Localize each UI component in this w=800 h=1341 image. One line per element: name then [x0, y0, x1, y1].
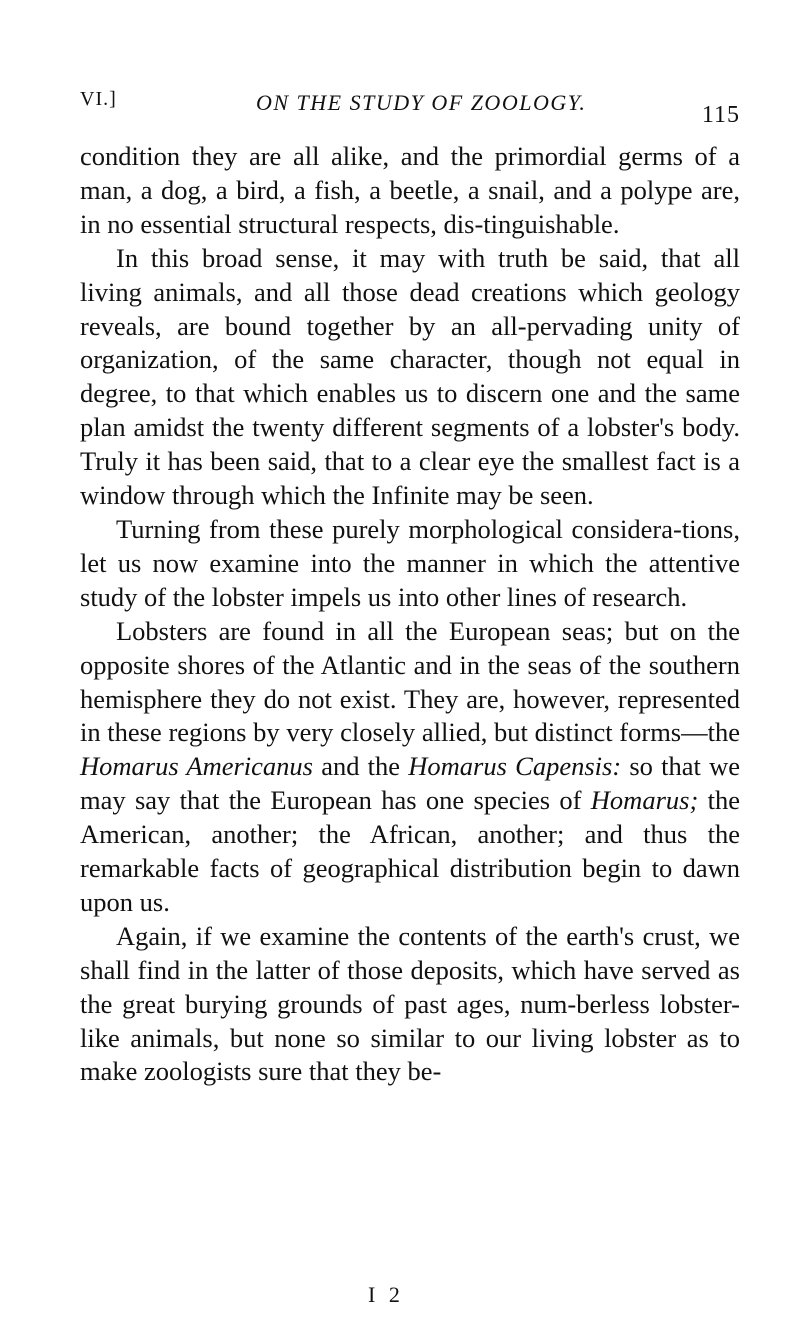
paragraph-unity-of-organization: In this broad sense, it may with truth be said, that all living animals, and all those dead creations which geology reveals, are bound together by an all-pervading unity of organization, of the same character, though not equal in degree, to that which enables us to discern one and the same plan amidst the twenty different segments of a lobster's body. Truly it has been said, that to a clear eye the smallest fact is a window through which the Infinite may be seen. — [80, 242, 740, 511]
genus-name: Homarus; — [590, 785, 699, 816]
signature-mark: I 2 — [368, 1282, 404, 1307]
body-text — [80, 140, 740, 1089]
section-marker: VI.] — [80, 88, 117, 110]
paragraph-geographical-distribution — [80, 615, 740, 920]
species-name: Homarus Capensis: — [408, 751, 622, 782]
running-title: ON THE STUDY OF ZOOLOGY. — [256, 90, 587, 115]
text-run: the American, another; the African, another; and thus the remarkable facts of geographical distribution begin to dawn upon us. — [80, 785, 740, 917]
text-run: so that we may say that the European has one species of — [80, 751, 741, 816]
paragraph-continued: condition they are all alike, and the primordial germs of a man, a dog, a bird, a fish, a beetle, a snail, and a polype are, in no essential structural respects, dis-tinguishable. — [80, 141, 740, 239]
page-number: 115 — [701, 102, 740, 128]
running-head — [80, 88, 740, 128]
species-name: Homarus Americanus — [80, 751, 313, 782]
text-run: Lobsters are found in all the European seas; but on the opposite shores of the Atlantic and in the seas of the southern hemisphere they do not exist. They are, however, represented in these regions by very closely allied, but distinct forms—the — [80, 615, 740, 748]
text-run: and the — [312, 751, 409, 782]
paragraph-lines-of-research: Turning from these purely morphological considera-tions, let us now examine into the manner in which the attentive study of the lobster impels us into other lines of research. — [80, 513, 740, 612]
paragraph-earths-crust: Again, if we examine the contents of the earth's crust, we shall find in the latter of those deposits, which have served as the great burying grounds of past ages, num-berless lobster-like animals, but none so similar to our living lobster as to make zoologists sure that they be- — [80, 920, 740, 1087]
